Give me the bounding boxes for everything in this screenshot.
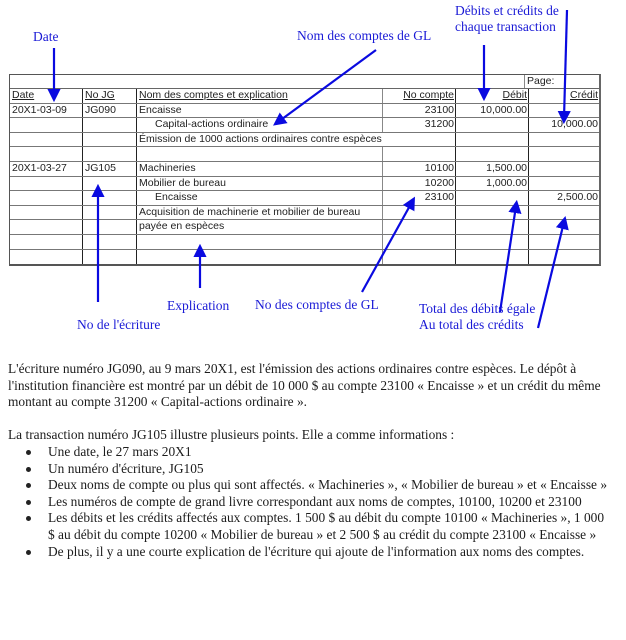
cell-name: Encaisse: [137, 191, 383, 205]
cell-debit: [456, 118, 529, 132]
annotation-totals-line2: Au total des crédits: [419, 317, 524, 332]
explanatory-text: [8, 361, 608, 560]
cell-date: 20X1-03-27: [10, 162, 83, 176]
cell-debit: [456, 147, 529, 161]
jg105-info-list: [8, 444, 608, 560]
cell-account: 23100: [383, 191, 456, 205]
list-item: Une date, le 27 mars 20X1: [48, 444, 608, 461]
cell-date: [10, 147, 83, 161]
cell-jg: [83, 191, 137, 205]
cell-account: [383, 206, 456, 220]
cell-jg: [83, 147, 137, 161]
general-journal-table: [9, 74, 601, 266]
table-row: [10, 177, 599, 192]
cell-name: payée en espèces: [137, 220, 383, 234]
cell-debit: [456, 235, 529, 249]
cell-name: Acquisition de machinerie et mobilier de bureau: [137, 206, 383, 220]
cell-debit: [456, 133, 529, 147]
cell-date: [10, 235, 83, 249]
cell-name: [137, 250, 383, 265]
cell-date: [10, 177, 83, 191]
table-row: [10, 206, 599, 221]
table-row: [10, 235, 599, 250]
annotation-gl-account-numbers: No des comptes de GL: [255, 297, 379, 312]
cell-account: [383, 250, 456, 265]
cell-account: 31200: [383, 118, 456, 132]
cell-date: [10, 118, 83, 132]
cell-debit: 10,000.00: [456, 104, 529, 118]
cell-date: [10, 206, 83, 220]
cell-name: Capital-actions ordinaire: [137, 118, 383, 132]
annotation-debits-credits-line1: Débits et crédits de: [455, 3, 559, 18]
cell-credit: [529, 250, 599, 265]
cell-name: Machineries: [137, 162, 383, 176]
cell-credit: 10,000.00: [551, 118, 598, 131]
cell-debit: [456, 191, 529, 205]
page-header-row: [10, 75, 599, 89]
cell-name: Encaisse: [137, 104, 383, 118]
cell-jg: [83, 177, 137, 191]
cell-name: Mobilier de bureau: [137, 177, 383, 191]
cell-account: 23100: [383, 104, 456, 118]
cell-date: [10, 220, 83, 234]
cell-credit: [529, 133, 599, 147]
table-row: [10, 104, 599, 119]
annotation-debits-credits-line2: chaque transaction: [455, 19, 556, 34]
cell-account: [383, 235, 456, 249]
cell-date: [10, 191, 83, 205]
table-row: [10, 250, 599, 265]
cell-account: 10200: [383, 177, 456, 191]
table-row: [10, 118, 599, 133]
list-item: Deux noms de compte ou plus qui sont affectés. « Machineries », « Mobilier de bureau » et « Encaisse »: [48, 477, 608, 493]
cell-jg: JG105: [83, 162, 137, 176]
column-header-name: Nom des comptes et explication: [137, 89, 383, 103]
cell-credit: [529, 206, 599, 220]
cell-jg: [83, 235, 137, 249]
cell-account: 10100: [383, 162, 456, 176]
column-header-date: Date: [10, 89, 83, 103]
annotation-explanation: Explication: [167, 298, 230, 313]
cell-name: [137, 147, 383, 161]
list-item: Les numéros de compte de grand livre correspondant aux noms de comptes, 10100, 10200 et 23100: [48, 494, 608, 511]
column-header-debit: Débit: [456, 89, 529, 103]
paragraph-jg090: L'écriture numéro JG090, au 9 mars 20X1, est l'émission des actions ordinaires contre espèces. Le dépôt à l'institution financière est montré par un débit de 10 000 $ au compte 23100 « Encaisse » et un crédit du même montant au compte 31200 « Capital-actions ordinaire ».: [8, 361, 601, 410]
cell-name: Émission de 1000 actions ordinaires contre espèces: [139, 132, 382, 145]
cell-debit: [456, 250, 529, 265]
column-header-account: No compte: [383, 89, 456, 103]
table-row: [10, 162, 599, 177]
cell-date: [10, 250, 83, 265]
table-row: [10, 220, 599, 235]
annotation-date: Date: [33, 29, 59, 44]
cell-date: [10, 133, 83, 147]
list-item: De plus, il y a une courte explication de l'écriture qui ajoute de l'information aux noms des comptes.: [48, 544, 608, 561]
annotation-entry-number: No de l'écriture: [77, 317, 161, 332]
cell-jg: [83, 206, 137, 220]
table-row: [10, 133, 599, 148]
cell-credit: [529, 177, 599, 191]
list-item: Les débits et les crédits affectés aux comptes. 1 500 $ au débit du compte 10100 « Machineries », 1 000 $ au débit du compte 10200 « Mobilier de bureau » et 2 500 $ au crédit du compte 23100 « Encaisse »: [48, 510, 608, 543]
cell-debit: 1,000.00: [456, 177, 529, 191]
page-label: Page:: [524, 75, 599, 88]
cell-credit: [529, 104, 599, 118]
cell-debit: [456, 220, 529, 234]
list-item: Un numéro d'écriture, JG105: [48, 461, 608, 478]
cell-jg: [83, 118, 137, 132]
cell-credit: 2,500.00: [557, 191, 598, 204]
cell-credit: [529, 220, 599, 234]
cell-jg: [83, 250, 137, 265]
column-header-credit: Crédit: [569, 89, 598, 101]
annotation-totals-line1: Total des débits égale: [419, 301, 536, 316]
cell-jg: [83, 220, 137, 234]
cell-debit: [456, 206, 529, 220]
cell-date: 20X1-03-09: [10, 104, 83, 118]
cell-credit: [529, 162, 599, 176]
cell-jg: JG090: [83, 104, 137, 118]
column-header-jg: No JG: [83, 89, 137, 103]
cell-debit: 1,500.00: [456, 162, 529, 176]
table-row: [10, 191, 599, 206]
cell-credit: [529, 235, 599, 249]
annotation-gl-account-names: Nom des comptes de GL: [297, 28, 432, 43]
cell-credit: [529, 147, 599, 161]
cell-account: [383, 133, 456, 147]
paragraph-jg105-intro: La transaction numéro JG105 illustre plusieurs points. Elle a comme informations :: [8, 427, 455, 443]
cell-account: [383, 220, 456, 234]
column-header-row: [10, 89, 599, 104]
cell-jg: [83, 133, 137, 147]
cell-name: [137, 235, 383, 249]
table-row: [10, 147, 599, 162]
cell-account: [383, 147, 456, 161]
